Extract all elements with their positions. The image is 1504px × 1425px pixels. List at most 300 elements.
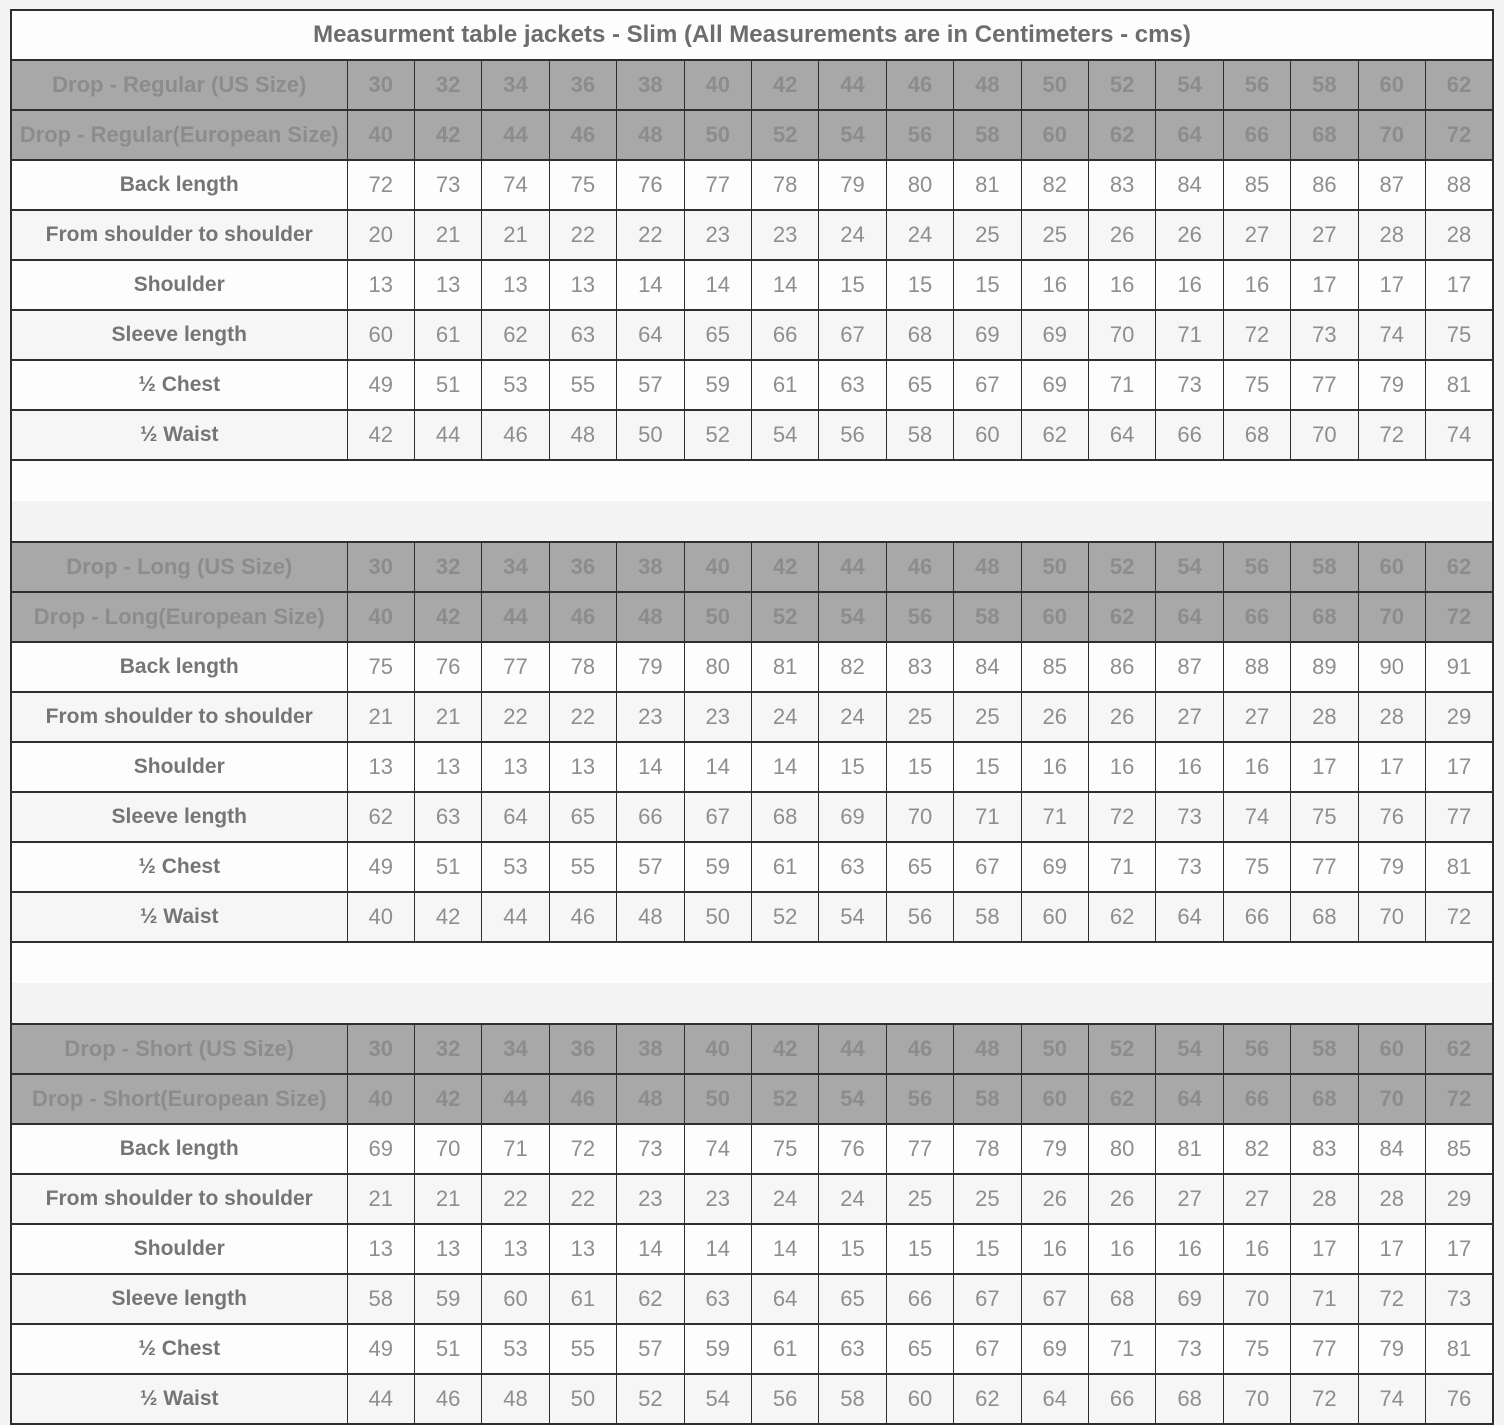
value-cell: 66: [1223, 892, 1290, 942]
size-cell: 44: [482, 1074, 549, 1124]
size-cell: 42: [414, 1074, 481, 1124]
measurement-label: From shoulder to shoulder: [11, 210, 347, 260]
size-header-label: Drop - Long (US Size): [11, 542, 347, 592]
value-cell: 69: [954, 310, 1021, 360]
size-cell: 60: [1358, 1024, 1425, 1074]
size-header-row: [11, 1074, 1493, 1124]
table-title: Measurment table jackets - Slim (All Measurements are in Centimeters - cms): [11, 10, 1493, 60]
value-cell: 63: [684, 1274, 751, 1324]
value-cell: 13: [482, 260, 549, 310]
measurement-row: [11, 1324, 1493, 1374]
measurement-label: ½ Waist: [11, 892, 347, 942]
value-cell: 78: [549, 642, 616, 692]
size-cell: 32: [414, 60, 481, 110]
value-cell: 26: [1021, 692, 1088, 742]
value-cell: 28: [1358, 210, 1425, 260]
size-cell: 54: [819, 110, 886, 160]
measurement-row: [11, 892, 1493, 942]
value-cell: 61: [751, 360, 818, 410]
value-cell: 75: [1223, 360, 1290, 410]
value-cell: 17: [1426, 260, 1494, 310]
size-cell: 62: [1426, 60, 1494, 110]
spacer-cell: [11, 983, 1493, 1024]
size-cell: 40: [684, 60, 751, 110]
value-cell: 72: [1358, 1274, 1425, 1324]
value-cell: 25: [954, 210, 1021, 260]
size-cell: 52: [1088, 1024, 1155, 1074]
value-cell: 14: [751, 260, 818, 310]
value-cell: 28: [1426, 210, 1494, 260]
jacket-measurement-table: [10, 9, 1494, 1425]
value-cell: 24: [886, 210, 953, 260]
size-cell: 60: [1358, 60, 1425, 110]
size-cell: 60: [1021, 1074, 1088, 1124]
value-cell: 67: [954, 1274, 1021, 1324]
size-cell: 60: [1021, 592, 1088, 642]
value-cell: 15: [819, 742, 886, 792]
size-cell: 44: [819, 1024, 886, 1074]
size-cell: 64: [1156, 1074, 1223, 1124]
value-cell: 27: [1156, 1174, 1223, 1224]
value-cell: 16: [1088, 1224, 1155, 1274]
value-cell: 84: [1358, 1124, 1425, 1174]
size-cell: 40: [684, 542, 751, 592]
value-cell: 77: [1291, 360, 1358, 410]
value-cell: 81: [1426, 842, 1494, 892]
value-cell: 60: [347, 310, 414, 360]
size-cell: 34: [482, 542, 549, 592]
value-cell: 75: [1223, 1324, 1290, 1374]
value-cell: 56: [819, 410, 886, 460]
size-cell: 52: [1088, 542, 1155, 592]
size-cell: 72: [1426, 1074, 1494, 1124]
value-cell: 13: [549, 260, 616, 310]
size-cell: 58: [954, 1074, 1021, 1124]
value-cell: 21: [482, 210, 549, 260]
value-cell: 75: [1291, 792, 1358, 842]
size-cell: 58: [1291, 1024, 1358, 1074]
value-cell: 52: [684, 410, 751, 460]
measurement-row: [11, 260, 1493, 310]
value-cell: 86: [1088, 642, 1155, 692]
size-cell: 42: [751, 542, 818, 592]
value-cell: 62: [617, 1274, 684, 1324]
value-cell: 28: [1358, 1174, 1425, 1224]
value-cell: 52: [751, 892, 818, 942]
value-cell: 14: [617, 1224, 684, 1274]
value-cell: 49: [347, 360, 414, 410]
value-cell: 17: [1426, 1224, 1494, 1274]
value-cell: 58: [347, 1274, 414, 1324]
value-cell: 49: [347, 1324, 414, 1374]
value-cell: 90: [1358, 642, 1425, 692]
value-cell: 17: [1358, 260, 1425, 310]
size-cell: 46: [549, 592, 616, 642]
value-cell: 64: [1021, 1374, 1088, 1424]
measurement-row: [11, 160, 1493, 210]
value-cell: 23: [617, 692, 684, 742]
size-cell: 34: [482, 60, 549, 110]
value-cell: 16: [1156, 1224, 1223, 1274]
value-cell: 84: [1156, 160, 1223, 210]
value-cell: 79: [617, 642, 684, 692]
size-cell: 54: [1156, 542, 1223, 592]
value-cell: 24: [751, 1174, 818, 1224]
measurement-label: Sleeve length: [11, 1274, 347, 1324]
value-cell: 73: [1426, 1274, 1494, 1324]
size-cell: 58: [954, 110, 1021, 160]
measurement-row: [11, 842, 1493, 892]
size-header-row: [11, 60, 1493, 110]
value-cell: 66: [1088, 1374, 1155, 1424]
size-cell: 62: [1426, 1024, 1494, 1074]
value-cell: 78: [954, 1124, 1021, 1174]
measurement-label: Shoulder: [11, 742, 347, 792]
size-cell: 50: [684, 110, 751, 160]
value-cell: 91: [1426, 642, 1494, 692]
value-cell: 77: [482, 642, 549, 692]
size-cell: 50: [1021, 542, 1088, 592]
value-cell: 55: [549, 1324, 616, 1374]
size-cell: 48: [954, 60, 1021, 110]
value-cell: 70: [1223, 1374, 1290, 1424]
size-cell: 66: [1223, 592, 1290, 642]
value-cell: 64: [482, 792, 549, 842]
value-cell: 65: [886, 360, 953, 410]
size-cell: 66: [1223, 1074, 1290, 1124]
value-cell: 14: [684, 742, 751, 792]
value-cell: 59: [684, 360, 751, 410]
size-header-label: Drop - Short (US Size): [11, 1024, 347, 1074]
value-cell: 63: [414, 792, 481, 842]
value-cell: 72: [1223, 310, 1290, 360]
value-cell: 73: [1156, 1324, 1223, 1374]
value-cell: 42: [347, 410, 414, 460]
value-cell: 69: [1156, 1274, 1223, 1324]
value-cell: 57: [617, 360, 684, 410]
value-cell: 14: [684, 260, 751, 310]
value-cell: 44: [347, 1374, 414, 1424]
value-cell: 64: [1088, 410, 1155, 460]
value-cell: 64: [617, 310, 684, 360]
value-cell: 72: [549, 1124, 616, 1174]
value-cell: 27: [1223, 692, 1290, 742]
value-cell: 16: [1156, 742, 1223, 792]
value-cell: 60: [482, 1274, 549, 1324]
size-cell: 38: [617, 60, 684, 110]
value-cell: 22: [482, 692, 549, 742]
value-cell: 62: [954, 1374, 1021, 1424]
value-cell: 84: [954, 642, 1021, 692]
value-cell: 68: [1223, 410, 1290, 460]
size-cell: 48: [954, 1024, 1021, 1074]
size-cell: 68: [1291, 1074, 1358, 1124]
size-cell: 70: [1358, 110, 1425, 160]
size-cell: 40: [347, 1074, 414, 1124]
value-cell: 59: [414, 1274, 481, 1324]
value-cell: 68: [751, 792, 818, 842]
measurement-row: [11, 692, 1493, 742]
size-cell: 62: [1088, 592, 1155, 642]
value-cell: 29: [1426, 1174, 1494, 1224]
value-cell: 21: [414, 210, 481, 260]
value-cell: 81: [1156, 1124, 1223, 1174]
value-cell: 53: [482, 842, 549, 892]
value-cell: 49: [347, 842, 414, 892]
value-cell: 81: [1426, 360, 1494, 410]
value-cell: 75: [751, 1124, 818, 1174]
value-cell: 74: [1358, 1374, 1425, 1424]
value-cell: 27: [1223, 1174, 1290, 1224]
size-header-label: Drop - Long(European Size): [11, 592, 347, 642]
size-cell: 48: [617, 110, 684, 160]
value-cell: 21: [347, 692, 414, 742]
value-cell: 81: [954, 160, 1021, 210]
value-cell: 71: [1291, 1274, 1358, 1324]
measurement-row: [11, 210, 1493, 260]
value-cell: 27: [1291, 210, 1358, 260]
size-cell: 44: [482, 592, 549, 642]
value-cell: 16: [1021, 1224, 1088, 1274]
size-cell: 32: [414, 542, 481, 592]
measurement-label: ½ Chest: [11, 1324, 347, 1374]
value-cell: 16: [1021, 742, 1088, 792]
spacer-cell: [11, 460, 1493, 501]
spacer-cell: [11, 942, 1493, 983]
value-cell: 82: [1021, 160, 1088, 210]
value-cell: 27: [1223, 210, 1290, 260]
value-cell: 73: [1156, 792, 1223, 842]
value-cell: 64: [751, 1274, 818, 1324]
size-cell: 54: [1156, 60, 1223, 110]
value-cell: 14: [751, 742, 818, 792]
size-cell: 64: [1156, 110, 1223, 160]
value-cell: 85: [1223, 160, 1290, 210]
value-cell: 79: [1358, 1324, 1425, 1374]
value-cell: 71: [1021, 792, 1088, 842]
value-cell: 61: [414, 310, 481, 360]
value-cell: 85: [1021, 642, 1088, 692]
value-cell: 76: [617, 160, 684, 210]
value-cell: 14: [617, 742, 684, 792]
value-cell: 59: [684, 1324, 751, 1374]
value-cell: 73: [1291, 310, 1358, 360]
value-cell: 13: [414, 742, 481, 792]
value-cell: 27: [1156, 692, 1223, 742]
measurement-label: Sleeve length: [11, 792, 347, 842]
measurement-row: [11, 792, 1493, 842]
value-cell: 66: [751, 310, 818, 360]
value-cell: 51: [414, 1324, 481, 1374]
value-cell: 75: [1426, 310, 1494, 360]
measurement-row: [11, 1224, 1493, 1274]
value-cell: 44: [414, 410, 481, 460]
value-cell: 83: [1291, 1124, 1358, 1174]
value-cell: 67: [954, 1324, 1021, 1374]
value-cell: 48: [617, 892, 684, 942]
size-cell: 48: [617, 1074, 684, 1124]
value-cell: 13: [414, 1224, 481, 1274]
value-cell: 87: [1156, 642, 1223, 692]
value-cell: 82: [1223, 1124, 1290, 1174]
size-cell: 56: [1223, 1024, 1290, 1074]
value-cell: 65: [886, 1324, 953, 1374]
value-cell: 22: [549, 210, 616, 260]
measurement-label: ½ Waist: [11, 1374, 347, 1424]
value-cell: 66: [886, 1274, 953, 1324]
size-cell: 38: [617, 542, 684, 592]
value-cell: 71: [1156, 310, 1223, 360]
value-cell: 58: [954, 892, 1021, 942]
size-header-row: [11, 542, 1493, 592]
measurement-label: Back length: [11, 160, 347, 210]
value-cell: 75: [1223, 842, 1290, 892]
size-cell: 40: [347, 592, 414, 642]
size-cell: 54: [819, 1074, 886, 1124]
size-header-label: Drop - Short(European Size): [11, 1074, 347, 1124]
value-cell: 15: [954, 260, 1021, 310]
size-header-label: Drop - Regular (US Size): [11, 60, 347, 110]
value-cell: 72: [1358, 410, 1425, 460]
value-cell: 80: [886, 160, 953, 210]
value-cell: 53: [482, 360, 549, 410]
section-spacer: [11, 983, 1493, 1024]
size-cell: 36: [549, 60, 616, 110]
value-cell: 28: [1291, 692, 1358, 742]
size-cell: 46: [549, 110, 616, 160]
value-cell: 86: [1291, 160, 1358, 210]
measurement-table-body: [11, 10, 1493, 1424]
value-cell: 76: [819, 1124, 886, 1174]
size-cell: 68: [1291, 110, 1358, 160]
size-cell: 40: [347, 110, 414, 160]
size-cell: 70: [1358, 1074, 1425, 1124]
value-cell: 22: [549, 692, 616, 742]
measurement-row: [11, 1124, 1493, 1174]
size-header-row: [11, 1024, 1493, 1074]
size-cell: 66: [1223, 110, 1290, 160]
value-cell: 16: [1223, 742, 1290, 792]
value-cell: 77: [684, 160, 751, 210]
size-cell: 36: [549, 542, 616, 592]
value-cell: 65: [684, 310, 751, 360]
value-cell: 70: [1088, 310, 1155, 360]
size-cell: 56: [886, 110, 953, 160]
size-cell: 58: [1291, 60, 1358, 110]
value-cell: 24: [819, 1174, 886, 1224]
value-cell: 15: [886, 742, 953, 792]
value-cell: 69: [819, 792, 886, 842]
size-cell: 52: [1088, 60, 1155, 110]
size-cell: 54: [819, 592, 886, 642]
value-cell: 46: [549, 892, 616, 942]
value-cell: 81: [1426, 1324, 1494, 1374]
value-cell: 22: [549, 1174, 616, 1224]
value-cell: 78: [751, 160, 818, 210]
value-cell: 22: [617, 210, 684, 260]
value-cell: 13: [549, 1224, 616, 1274]
section-spacer: [11, 460, 1493, 501]
value-cell: 68: [1291, 892, 1358, 942]
size-cell: 36: [549, 1024, 616, 1074]
value-cell: 62: [1088, 892, 1155, 942]
value-cell: 69: [1021, 842, 1088, 892]
value-cell: 61: [751, 1324, 818, 1374]
value-cell: 70: [886, 792, 953, 842]
value-cell: 71: [1088, 842, 1155, 892]
value-cell: 76: [1426, 1374, 1494, 1424]
size-cell: 32: [414, 1024, 481, 1074]
measurement-row: [11, 742, 1493, 792]
value-cell: 13: [414, 260, 481, 310]
measurement-row: [11, 1374, 1493, 1424]
value-cell: 77: [886, 1124, 953, 1174]
value-cell: 20: [347, 210, 414, 260]
measurement-label: Back length: [11, 1124, 347, 1174]
size-cell: 40: [684, 1024, 751, 1074]
value-cell: 13: [347, 1224, 414, 1274]
value-cell: 69: [347, 1124, 414, 1174]
size-cell: 56: [1223, 60, 1290, 110]
size-cell: 60: [1021, 110, 1088, 160]
value-cell: 65: [549, 792, 616, 842]
value-cell: 15: [819, 1224, 886, 1274]
size-cell: 38: [617, 1024, 684, 1074]
value-cell: 72: [1426, 892, 1494, 942]
value-cell: 80: [1088, 1124, 1155, 1174]
value-cell: 26: [1021, 1174, 1088, 1224]
value-cell: 13: [347, 742, 414, 792]
value-cell: 65: [886, 842, 953, 892]
value-cell: 74: [1358, 310, 1425, 360]
value-cell: 23: [684, 692, 751, 742]
size-cell: 56: [886, 1074, 953, 1124]
size-cell: 56: [886, 592, 953, 642]
value-cell: 66: [617, 792, 684, 842]
value-cell: 88: [1223, 642, 1290, 692]
measurement-label: ½ Chest: [11, 842, 347, 892]
value-cell: 17: [1426, 742, 1494, 792]
measurement-label: From shoulder to shoulder: [11, 692, 347, 742]
value-cell: 15: [886, 260, 953, 310]
size-cell: 62: [1088, 1074, 1155, 1124]
size-cell: 46: [886, 542, 953, 592]
value-cell: 16: [1223, 1224, 1290, 1274]
size-header-row: [11, 592, 1493, 642]
value-cell: 74: [482, 160, 549, 210]
value-cell: 67: [684, 792, 751, 842]
value-cell: 76: [1358, 792, 1425, 842]
value-cell: 50: [684, 892, 751, 942]
value-cell: 76: [414, 642, 481, 692]
measurement-row: [11, 410, 1493, 460]
size-cell: 52: [751, 110, 818, 160]
value-cell: 24: [819, 210, 886, 260]
size-cell: 60: [1358, 542, 1425, 592]
measurement-label: ½ Chest: [11, 360, 347, 410]
value-cell: 73: [414, 160, 481, 210]
value-cell: 17: [1291, 260, 1358, 310]
value-cell: 24: [819, 692, 886, 742]
value-cell: 28: [1358, 692, 1425, 742]
value-cell: 25: [886, 1174, 953, 1224]
value-cell: 51: [414, 842, 481, 892]
size-header-row: [11, 110, 1493, 160]
value-cell: 75: [549, 160, 616, 210]
value-cell: 13: [482, 742, 549, 792]
value-cell: 73: [617, 1124, 684, 1174]
value-cell: 55: [549, 360, 616, 410]
